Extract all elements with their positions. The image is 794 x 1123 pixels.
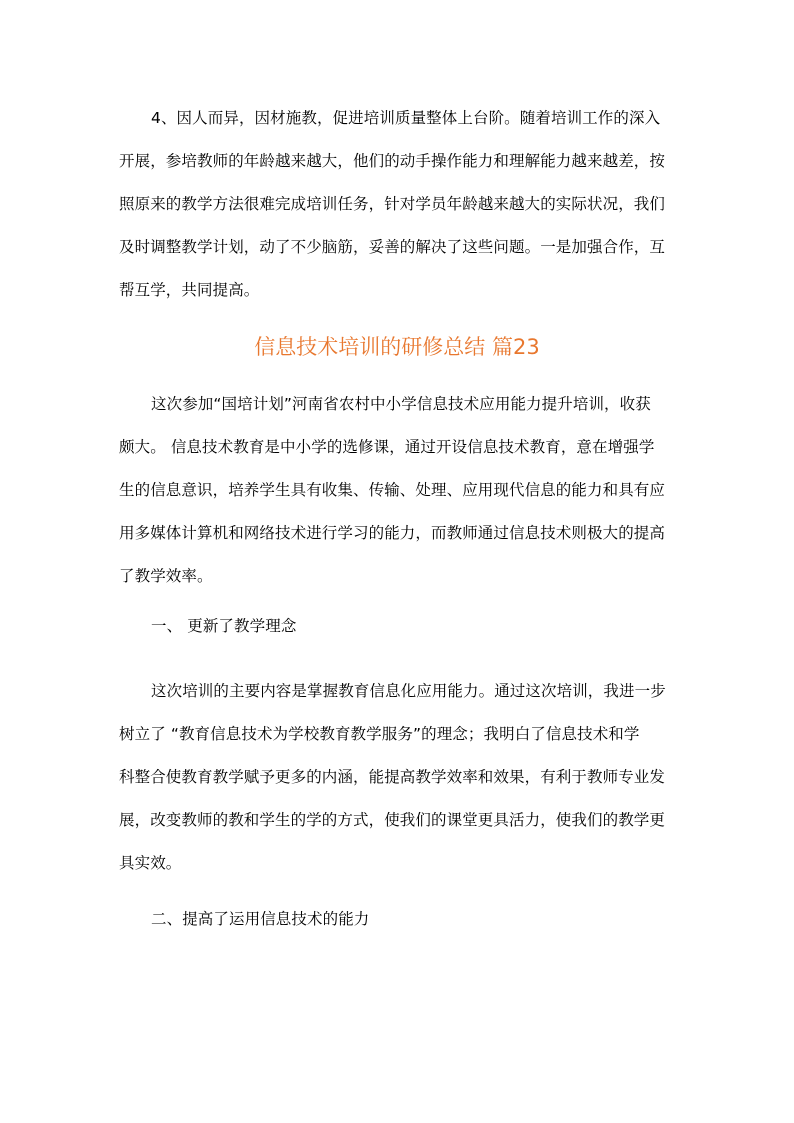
subheading-text: 二、提高了运用信息技术的能力 (151, 910, 370, 928)
section-title: 信息技术培训的研修总结 篇23 (254, 335, 540, 359)
paragraph-training-harvest (119, 383, 679, 598)
paragraph-line: 科整合使教育教学赋予更多的内涵，能提高教学效率和效果，有利于教师专业发 (119, 768, 666, 786)
paragraph-line: 开展，参培教师的年龄越来越大，他们的动手操作能力和理解能力越来越差，按 (119, 152, 666, 170)
paragraph-line: 颇大。 信息技术教育是中小学的选修课，通过开设信息技术教育，意在增强学 (119, 438, 655, 456)
paragraph-line: 这次参加“国培计划”河南省农村中小学信息技术应用能力提升培训，收获 (151, 395, 651, 413)
paragraph-line: 展，改变教师的教和学生的学的方式，使我们的课堂更具活力，使我们的教学更 (119, 811, 666, 829)
paragraph-line: 生的信息意识，培养学生具有收集、传输、处理、应用现代信息的能力和具有应 (119, 481, 666, 499)
subheading-teaching-concept (119, 605, 679, 648)
subheading-it-ability (119, 898, 679, 941)
subheading-text: 一、 更新了教学理念 (151, 617, 297, 635)
paragraph-line: 这次培训的主要内容是掌握教育信息化应用能力。通过这次培训，我进一步 (151, 682, 666, 700)
paragraph-line: 及时调整教学计划，动了不少脑筋，妥善的解决了这些问题。一是加强合作，互 (119, 238, 666, 256)
paragraph-training-content (119, 670, 679, 885)
paragraph-line: 了教学效率。 (119, 567, 213, 585)
paragraph-line: 帮互学，共同提高。 (119, 281, 260, 299)
paragraph-line: 用多媒体计算机和网络技术进行学习的能力，而教师通过信息技术则极大的提高 (119, 524, 666, 542)
paragraph-line: 4、因人而异，因材施教，促进培训质量整体上台阶。随着培训工作的深入 (151, 109, 661, 127)
paragraph-line: 树立了 “教育信息技术为学校教育教学服务”的理念；我明白了信息技术和学 (119, 725, 640, 743)
paragraph-line: 具实效。 (119, 854, 182, 872)
paragraph-line: 照原来的教学方法很难完成培训任务，针对学员年龄越来越大的实际状况，我们 (119, 195, 666, 213)
paragraph-teaching-adjustment (119, 97, 679, 312)
